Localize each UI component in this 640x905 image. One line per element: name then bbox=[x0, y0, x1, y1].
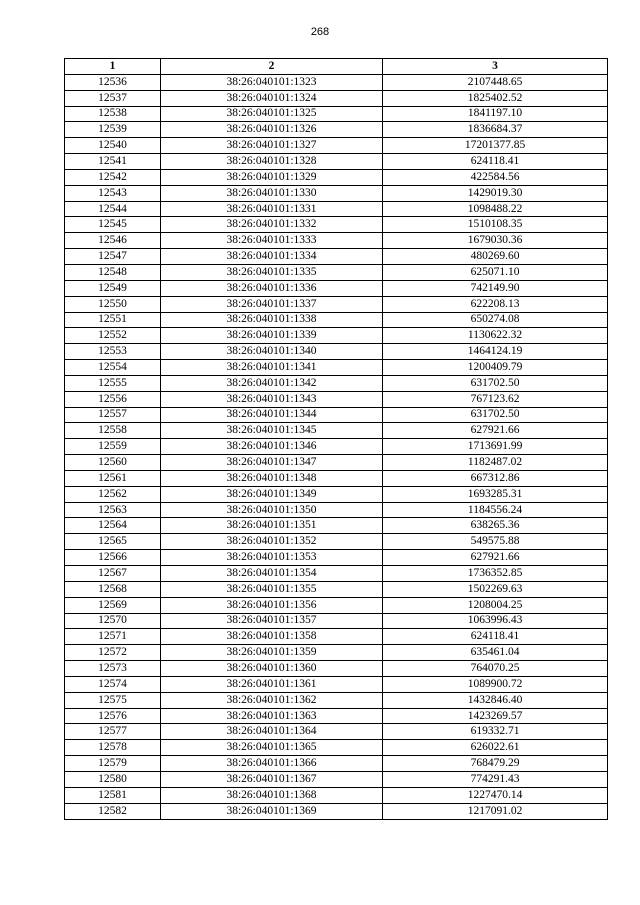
row-number-cell: 12576 bbox=[65, 708, 161, 724]
value-cell: 767123.62 bbox=[383, 391, 608, 407]
table-row bbox=[65, 613, 608, 629]
cadastral-number-cell: 38:26:040101:1346 bbox=[161, 439, 383, 455]
value-cell: 1836684.37 bbox=[383, 122, 608, 138]
row-number-cell: 12538 bbox=[65, 106, 161, 122]
table-row bbox=[65, 312, 608, 328]
table-row bbox=[65, 645, 608, 661]
row-number-cell: 12573 bbox=[65, 661, 161, 677]
row-number-cell: 12562 bbox=[65, 486, 161, 502]
row-number-cell: 12564 bbox=[65, 518, 161, 534]
table-row bbox=[65, 724, 608, 740]
data-table bbox=[64, 58, 608, 820]
table-row bbox=[65, 629, 608, 645]
value-cell: 480269.60 bbox=[383, 249, 608, 265]
row-number-cell: 12575 bbox=[65, 692, 161, 708]
row-number-cell: 12560 bbox=[65, 455, 161, 471]
value-cell: 1713691.99 bbox=[383, 439, 608, 455]
cadastral-number-cell: 38:26:040101:1363 bbox=[161, 708, 383, 724]
value-cell: 625071.10 bbox=[383, 264, 608, 280]
table-row bbox=[65, 566, 608, 582]
column-header-1: 1 bbox=[65, 59, 161, 75]
value-cell: 1679030.36 bbox=[383, 233, 608, 249]
row-number-cell: 12550 bbox=[65, 296, 161, 312]
row-number-cell: 12561 bbox=[65, 470, 161, 486]
cadastral-number-cell: 38:26:040101:1359 bbox=[161, 645, 383, 661]
table-row bbox=[65, 138, 608, 154]
cadastral-number-cell: 38:26:040101:1366 bbox=[161, 756, 383, 772]
value-cell: 619332.71 bbox=[383, 724, 608, 740]
cadastral-number-cell: 38:26:040101:1338 bbox=[161, 312, 383, 328]
value-cell: 549575.88 bbox=[383, 534, 608, 550]
value-cell: 626022.61 bbox=[383, 740, 608, 756]
value-cell: 764070.25 bbox=[383, 661, 608, 677]
row-number-cell: 12543 bbox=[65, 185, 161, 201]
cadastral-number-cell: 38:26:040101:1368 bbox=[161, 787, 383, 803]
column-header-2: 2 bbox=[161, 59, 383, 75]
row-number-cell: 12539 bbox=[65, 122, 161, 138]
cadastral-number-cell: 38:26:040101:1341 bbox=[161, 360, 383, 376]
value-cell: 1693285.31 bbox=[383, 486, 608, 502]
row-number-cell: 12565 bbox=[65, 534, 161, 550]
value-cell: 627921.66 bbox=[383, 423, 608, 439]
table-header bbox=[65, 59, 608, 75]
table-row bbox=[65, 296, 608, 312]
table-body bbox=[65, 74, 608, 819]
value-cell: 1841197.10 bbox=[383, 106, 608, 122]
value-cell: 624118.41 bbox=[383, 629, 608, 645]
value-cell: 2107448.65 bbox=[383, 74, 608, 90]
value-cell: 1089900.72 bbox=[383, 676, 608, 692]
table-row bbox=[65, 122, 608, 138]
table-row bbox=[65, 280, 608, 296]
table-row bbox=[65, 169, 608, 185]
cadastral-number-cell: 38:26:040101:1336 bbox=[161, 280, 383, 296]
table-row bbox=[65, 756, 608, 772]
table-row bbox=[65, 518, 608, 534]
row-number-cell: 12536 bbox=[65, 74, 161, 90]
cadastral-number-cell: 38:26:040101:1333 bbox=[161, 233, 383, 249]
cadastral-number-cell: 38:26:040101:1349 bbox=[161, 486, 383, 502]
row-number-cell: 12540 bbox=[65, 138, 161, 154]
table-row bbox=[65, 486, 608, 502]
cadastral-number-cell: 38:26:040101:1347 bbox=[161, 455, 383, 471]
table-row bbox=[65, 692, 608, 708]
cadastral-number-cell: 38:26:040101:1367 bbox=[161, 771, 383, 787]
table-row bbox=[65, 74, 608, 90]
row-number-cell: 12563 bbox=[65, 502, 161, 518]
value-cell: 1182487.02 bbox=[383, 455, 608, 471]
cadastral-number-cell: 38:26:040101:1354 bbox=[161, 566, 383, 582]
value-cell: 667312.86 bbox=[383, 470, 608, 486]
table-row bbox=[65, 344, 608, 360]
row-number-cell: 12568 bbox=[65, 581, 161, 597]
cadastral-number-cell: 38:26:040101:1339 bbox=[161, 328, 383, 344]
cadastral-number-cell: 38:26:040101:1356 bbox=[161, 597, 383, 613]
cadastral-number-cell: 38:26:040101:1337 bbox=[161, 296, 383, 312]
cadastral-number-cell: 38:26:040101:1360 bbox=[161, 661, 383, 677]
value-cell: 1429019.30 bbox=[383, 185, 608, 201]
value-cell: 627921.66 bbox=[383, 550, 608, 566]
table-row bbox=[65, 328, 608, 344]
row-number-cell: 12551 bbox=[65, 312, 161, 328]
value-cell: 1200409.79 bbox=[383, 360, 608, 376]
cadastral-number-cell: 38:26:040101:1365 bbox=[161, 740, 383, 756]
value-cell: 1208004.25 bbox=[383, 597, 608, 613]
row-number-cell: 12537 bbox=[65, 90, 161, 106]
table-row bbox=[65, 470, 608, 486]
row-number-cell: 12545 bbox=[65, 217, 161, 233]
value-cell: 631702.50 bbox=[383, 375, 608, 391]
row-number-cell: 12579 bbox=[65, 756, 161, 772]
row-number-cell: 12556 bbox=[65, 391, 161, 407]
row-number-cell: 12578 bbox=[65, 740, 161, 756]
table-row bbox=[65, 217, 608, 233]
cadastral-number-cell: 38:26:040101:1327 bbox=[161, 138, 383, 154]
cadastral-number-cell: 38:26:040101:1357 bbox=[161, 613, 383, 629]
value-cell: 768479.29 bbox=[383, 756, 608, 772]
row-number-cell: 12549 bbox=[65, 280, 161, 296]
cadastral-number-cell: 38:26:040101:1329 bbox=[161, 169, 383, 185]
row-number-cell: 12571 bbox=[65, 629, 161, 645]
value-cell: 1184556.24 bbox=[383, 502, 608, 518]
table-row bbox=[65, 803, 608, 819]
value-cell: 1217091.02 bbox=[383, 803, 608, 819]
cadastral-number-cell: 38:26:040101:1344 bbox=[161, 407, 383, 423]
row-number-cell: 12555 bbox=[65, 375, 161, 391]
table-row bbox=[65, 360, 608, 376]
column-header-3: 3 bbox=[383, 59, 608, 75]
value-cell: 1736352.85 bbox=[383, 566, 608, 582]
row-number-cell: 12574 bbox=[65, 676, 161, 692]
table-row bbox=[65, 439, 608, 455]
value-cell: 638265.36 bbox=[383, 518, 608, 534]
cadastral-number-cell: 38:26:040101:1340 bbox=[161, 344, 383, 360]
table-row bbox=[65, 534, 608, 550]
cadastral-number-cell: 38:26:040101:1330 bbox=[161, 185, 383, 201]
value-cell: 1063996.43 bbox=[383, 613, 608, 629]
row-number-cell: 12552 bbox=[65, 328, 161, 344]
table-row bbox=[65, 423, 608, 439]
row-number-cell: 12558 bbox=[65, 423, 161, 439]
cadastral-number-cell: 38:26:040101:1323 bbox=[161, 74, 383, 90]
row-number-cell: 12546 bbox=[65, 233, 161, 249]
table-row bbox=[65, 233, 608, 249]
cadastral-number-cell: 38:26:040101:1362 bbox=[161, 692, 383, 708]
cadastral-number-cell: 38:26:040101:1335 bbox=[161, 264, 383, 280]
table-row bbox=[65, 90, 608, 106]
cadastral-number-cell: 38:26:040101:1334 bbox=[161, 249, 383, 265]
value-cell: 1098488.22 bbox=[383, 201, 608, 217]
value-cell: 624118.41 bbox=[383, 154, 608, 170]
table-header-row bbox=[65, 59, 608, 75]
value-cell: 1432846.40 bbox=[383, 692, 608, 708]
value-cell: 622208.13 bbox=[383, 296, 608, 312]
row-number-cell: 12569 bbox=[65, 597, 161, 613]
row-number-cell: 12544 bbox=[65, 201, 161, 217]
cadastral-number-cell: 38:26:040101:1369 bbox=[161, 803, 383, 819]
row-number-cell: 12547 bbox=[65, 249, 161, 265]
row-number-cell: 12581 bbox=[65, 787, 161, 803]
table-row bbox=[65, 740, 608, 756]
table-row bbox=[65, 407, 608, 423]
cadastral-number-cell: 38:26:040101:1355 bbox=[161, 581, 383, 597]
row-number-cell: 12567 bbox=[65, 566, 161, 582]
table-row bbox=[65, 676, 608, 692]
value-cell: 1227470.14 bbox=[383, 787, 608, 803]
value-cell: 1464124.19 bbox=[383, 344, 608, 360]
cadastral-number-cell: 38:26:040101:1332 bbox=[161, 217, 383, 233]
cadastral-number-cell: 38:26:040101:1342 bbox=[161, 375, 383, 391]
cadastral-number-cell: 38:26:040101:1350 bbox=[161, 502, 383, 518]
value-cell: 1825402.52 bbox=[383, 90, 608, 106]
value-cell: 17201377.85 bbox=[383, 138, 608, 154]
row-number-cell: 12566 bbox=[65, 550, 161, 566]
cadastral-number-cell: 38:26:040101:1325 bbox=[161, 106, 383, 122]
row-number-cell: 12542 bbox=[65, 169, 161, 185]
value-cell: 635461.04 bbox=[383, 645, 608, 661]
value-cell: 1423269.57 bbox=[383, 708, 608, 724]
cadastral-number-cell: 38:26:040101:1364 bbox=[161, 724, 383, 740]
row-number-cell: 12553 bbox=[65, 344, 161, 360]
table-row bbox=[65, 787, 608, 803]
row-number-cell: 12577 bbox=[65, 724, 161, 740]
cadastral-number-cell: 38:26:040101:1343 bbox=[161, 391, 383, 407]
value-cell: 631702.50 bbox=[383, 407, 608, 423]
cadastral-number-cell: 38:26:040101:1352 bbox=[161, 534, 383, 550]
value-cell: 1130622.32 bbox=[383, 328, 608, 344]
value-cell: 422584.56 bbox=[383, 169, 608, 185]
table-row bbox=[65, 264, 608, 280]
value-cell: 1510108.35 bbox=[383, 217, 608, 233]
value-cell: 742149.90 bbox=[383, 280, 608, 296]
page-number: 268 bbox=[310, 26, 330, 38]
cadastral-number-cell: 38:26:040101:1345 bbox=[161, 423, 383, 439]
cadastral-number-cell: 38:26:040101:1351 bbox=[161, 518, 383, 534]
row-number-cell: 12554 bbox=[65, 360, 161, 376]
table-row bbox=[65, 391, 608, 407]
table-row bbox=[65, 185, 608, 201]
table-row bbox=[65, 581, 608, 597]
table-row bbox=[65, 502, 608, 518]
table-row bbox=[65, 154, 608, 170]
table-row bbox=[65, 106, 608, 122]
row-number-cell: 12559 bbox=[65, 439, 161, 455]
cadastral-number-cell: 38:26:040101:1358 bbox=[161, 629, 383, 645]
table-row bbox=[65, 249, 608, 265]
row-number-cell: 12582 bbox=[65, 803, 161, 819]
table-row bbox=[65, 550, 608, 566]
cadastral-number-cell: 38:26:040101:1361 bbox=[161, 676, 383, 692]
row-number-cell: 12548 bbox=[65, 264, 161, 280]
row-number-cell: 12570 bbox=[65, 613, 161, 629]
cadastral-number-cell: 38:26:040101:1353 bbox=[161, 550, 383, 566]
table-row bbox=[65, 455, 608, 471]
row-number-cell: 12557 bbox=[65, 407, 161, 423]
cadastral-number-cell: 38:26:040101:1331 bbox=[161, 201, 383, 217]
table-row bbox=[65, 771, 608, 787]
table-row bbox=[65, 661, 608, 677]
table-row bbox=[65, 375, 608, 391]
row-number-cell: 12541 bbox=[65, 154, 161, 170]
value-cell: 650274.08 bbox=[383, 312, 608, 328]
table-row bbox=[65, 708, 608, 724]
table-row bbox=[65, 201, 608, 217]
cadastral-number-cell: 38:26:040101:1326 bbox=[161, 122, 383, 138]
cadastral-number-cell: 38:26:040101:1324 bbox=[161, 90, 383, 106]
cadastral-number-cell: 38:26:040101:1348 bbox=[161, 470, 383, 486]
value-cell: 774291.43 bbox=[383, 771, 608, 787]
value-cell: 1502269.63 bbox=[383, 581, 608, 597]
cadastral-number-cell: 38:26:040101:1328 bbox=[161, 154, 383, 170]
table-row bbox=[65, 597, 608, 613]
row-number-cell: 12572 bbox=[65, 645, 161, 661]
row-number-cell: 12580 bbox=[65, 771, 161, 787]
